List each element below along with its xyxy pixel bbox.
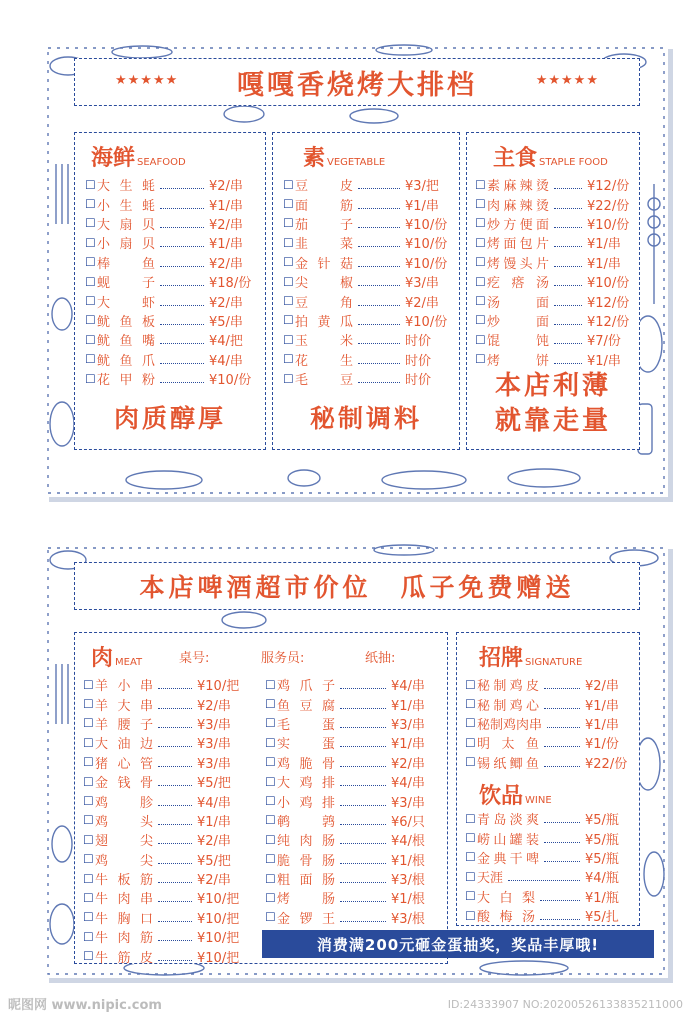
checkbox-icon[interactable]: ☐ <box>85 255 96 270</box>
star-rating-icon: ★★★★★ <box>535 73 599 88</box>
tissue-field[interactable]: 纸抽: <box>365 651 396 666</box>
slogan: 肉质醇厚 <box>113 404 226 433</box>
promo-title: 本店啤酒超市价位 瓜子免费赠送 <box>139 573 575 602</box>
menu-item[interactable]: ☐ 酸梅汤 ¥5/扎 <box>465 908 619 926</box>
title-bar <box>74 562 640 610</box>
checkbox-icon[interactable]: ☐ <box>85 352 96 367</box>
section-heading: 主食 STAPLE FOOD <box>493 146 608 171</box>
menu-item[interactable]: ☐ 崂山罐装 ¥5/瓶 <box>465 831 619 848</box>
menu-item[interactable]: ☐ 猪心管 ¥3/串 <box>83 755 231 772</box>
checkbox-icon[interactable]: ☐ <box>265 832 276 847</box>
slogan: 本店利薄 就靠走量 <box>494 371 611 436</box>
menu-item[interactable]: ☐ 豆 角 ¥2/串 <box>283 294 439 311</box>
menu-item[interactable]: ☐ 花甲粉 ¥10/份 <box>85 371 252 389</box>
menu-item[interactable]: ☐ 拍黄瓜 ¥10/份 <box>283 313 448 330</box>
checkbox-icon[interactable]: ☐ <box>283 235 294 250</box>
signature-list <box>465 675 633 772</box>
checkbox-icon[interactable]: ☐ <box>475 216 486 231</box>
checkbox-icon[interactable]: ☐ <box>465 677 476 692</box>
menu-item[interactable]: ☐ 小鸡排 ¥3/串 <box>265 794 425 811</box>
menu-item[interactable]: ☐ 牛肉串 ¥10/把 <box>83 890 240 908</box>
checkbox-icon[interactable]: ☐ <box>265 871 276 886</box>
menu-item[interactable]: ☐ 脆骨肠 ¥1/根 <box>265 852 425 869</box>
table-number-field[interactable]: 桌号: <box>179 651 210 666</box>
checkbox-icon[interactable]: ☐ <box>85 313 96 328</box>
menu-item[interactable]: ☐ 金钱骨 ¥5/把 <box>83 774 231 792</box>
menu-item[interactable]: ☐ 鸡爪子 ¥4/串 <box>265 677 425 695</box>
checkbox-icon[interactable]: ☐ <box>283 177 294 192</box>
menu-item[interactable]: ☐ 鸡 头 ¥1/串 <box>83 813 231 830</box>
signature-drinks-panel <box>456 632 640 926</box>
checkbox-icon[interactable]: ☐ <box>85 294 96 309</box>
section-heading: 肉MEAT <box>91 646 143 671</box>
menu-item[interactable]: ☐ 粗面肠 ¥3/根 <box>265 871 425 889</box>
menu-item[interactable]: ☐ 鸡 胗 ¥4/串 <box>83 794 231 811</box>
menu-item[interactable]: ☐ 羊腰子 ¥3/串 <box>83 716 231 733</box>
checkbox-icon[interactable]: ☐ <box>475 274 486 289</box>
menu-item[interactable]: ☐ 烤馒头片 ¥1/串 <box>475 255 621 272</box>
menu-item[interactable]: ☐ 烤面包片 ¥1/串 <box>475 235 621 253</box>
menu-item[interactable]: ☐ 大扇贝 ¥2/串 <box>85 216 243 233</box>
menu-item[interactable]: ☐ 大油边 ¥3/串 <box>83 735 231 753</box>
menu-item[interactable]: ☐ 明太鱼 ¥1/份 <box>465 735 619 753</box>
checkbox-icon[interactable]: ☐ <box>475 294 486 309</box>
menu-item[interactable]: ☐ 鱿鱼爪 ¥4/串 <box>85 352 243 369</box>
checkbox-icon[interactable]: ☐ <box>283 371 294 386</box>
checkbox-icon[interactable]: ☐ <box>283 352 294 367</box>
drinks-list <box>465 809 633 925</box>
menu-item[interactable]: ☐ 肉麻辣烫 ¥22/份 <box>475 197 630 214</box>
menu-item[interactable]: ☐ 羊小串 ¥10/把 <box>83 677 240 695</box>
checkbox-icon[interactable]: ☐ <box>85 197 96 212</box>
menu-item[interactable]: ☐ 大白梨 ¥1/瓶 <box>465 889 619 906</box>
menu-item[interactable]: ☐ 尖 椒 ¥3/串 <box>283 274 439 292</box>
menu-item[interactable]: ☐ 金针菇 ¥10/份 <box>283 255 448 272</box>
checkbox-icon[interactable]: ☐ <box>465 811 476 826</box>
menu-item[interactable]: ☐ 炒方便面 ¥10/份 <box>475 216 630 233</box>
menu-item[interactable]: ☐ 牛筋皮 ¥10/把 <box>83 949 240 966</box>
checkbox-icon[interactable]: ☐ <box>85 274 96 289</box>
staple-food-panel <box>466 132 640 450</box>
menu-item[interactable]: ☐ 毛 豆 时价 <box>283 371 432 389</box>
menu-item[interactable]: ☐ 牛肉筋 ¥10/把 <box>83 929 240 947</box>
menu-item[interactable]: ☐ 蚬 子 ¥18/份 <box>85 274 252 292</box>
menu-item[interactable]: ☐ 花 生 时价 <box>283 352 432 369</box>
checkbox-icon[interactable]: ☐ <box>83 677 94 692</box>
menu-item[interactable]: ☐ 鱿鱼嘴 ¥4/把 <box>85 332 243 350</box>
title-bar <box>74 58 640 106</box>
staple-food-list <box>475 175 635 369</box>
checkbox-icon[interactable]: ☐ <box>283 274 294 289</box>
checkbox-icon[interactable]: ☐ <box>475 313 486 328</box>
checkbox-icon[interactable]: ☐ <box>465 869 476 884</box>
checkbox-icon[interactable]: ☐ <box>83 910 94 925</box>
checkbox-icon[interactable]: ☐ <box>475 235 486 250</box>
checkbox-icon[interactable]: ☐ <box>465 831 476 846</box>
checkbox-icon[interactable]: ☐ <box>475 255 486 270</box>
bbq-menu-card <box>44 544 668 978</box>
menu-item[interactable]: ☐ 鹌 鹑 ¥6/只 <box>265 813 425 830</box>
checkbox-icon[interactable]: ☐ <box>83 794 94 809</box>
checkbox-icon[interactable]: ☐ <box>465 716 476 731</box>
checkbox-icon[interactable]: ☐ <box>85 216 96 231</box>
checkbox-icon[interactable]: ☐ <box>83 735 94 750</box>
menu-item[interactable]: ☐ 大 虾 ¥2/串 <box>85 294 243 311</box>
section-heading: 海鲜 SEAFOOD <box>91 146 186 171</box>
checkbox-icon[interactable]: ☐ <box>83 697 94 712</box>
checkbox-icon[interactable]: ☐ <box>265 755 276 770</box>
menu-item[interactable]: ☐ 锡纸鲫鱼 ¥22/份 <box>465 755 628 772</box>
menu-item[interactable]: ☐ 秘制鸡肉串 ¥1/串 <box>465 716 619 733</box>
checkbox-icon[interactable]: ☐ <box>83 949 94 964</box>
checkbox-icon[interactable]: ☐ <box>265 794 276 809</box>
menu-item[interactable]: ☐ 鸡 尖 ¥5/把 <box>83 852 231 869</box>
checkbox-icon[interactable]: ☐ <box>83 852 94 867</box>
checkbox-icon[interactable]: ☐ <box>85 177 96 192</box>
vegetable-panel <box>272 132 460 450</box>
watermark-left: 昵图网 www.nipic.com <box>8 998 162 1013</box>
menu-item[interactable]: ☐ 大鸡排 ¥4/串 <box>265 774 425 792</box>
promotion-banner: 消费满200元砸金蛋抽奖，奖品丰厚哦! <box>262 930 654 958</box>
checkbox-icon[interactable]: ☐ <box>465 889 476 904</box>
checkbox-icon[interactable]: ☐ <box>265 910 276 925</box>
menu-item[interactable]: ☐ 烤 饼 ¥1/串 <box>475 352 621 369</box>
menu-item[interactable]: ☐ 翅 尖 ¥2/串 <box>83 832 231 850</box>
menu-item[interactable]: ☐ 素麻辣烫 ¥12/份 <box>475 177 630 195</box>
menu-item[interactable]: ☐ 鱿鱼板 ¥5/串 <box>85 313 243 330</box>
checkbox-icon[interactable]: ☐ <box>85 235 96 250</box>
menu-item[interactable]: ☐ 茄 子 ¥10/份 <box>283 216 448 233</box>
checkbox-icon[interactable]: ☐ <box>475 332 486 347</box>
menu-item[interactable]: ☐ 鸡脆骨 ¥2/串 <box>265 755 425 772</box>
menu-item[interactable]: ☐ 小生蚝 ¥1/串 <box>85 197 243 214</box>
watermark-right: ID:24333907 NO:20200526133835211000 <box>447 998 683 1011</box>
menu-item[interactable]: ☐ 疙瘩汤 ¥10/份 <box>475 274 630 292</box>
checkbox-icon[interactable]: ☐ <box>465 755 476 770</box>
checkbox-icon[interactable]: ☐ <box>83 774 94 789</box>
checkbox-icon[interactable]: ☐ <box>465 850 476 865</box>
star-rating-icon: ★★★★★ <box>115 73 179 88</box>
waiter-field[interactable]: 服务员: <box>261 651 305 666</box>
checkbox-icon[interactable]: ☐ <box>265 677 276 692</box>
checkbox-icon[interactable]: ☐ <box>83 871 94 886</box>
menu-item[interactable]: ☐ 秘制鸡心 ¥1/串 <box>465 697 619 714</box>
checkbox-icon[interactable]: ☐ <box>265 774 276 789</box>
menu-item[interactable]: ☐ 玉 米 时价 <box>283 332 432 350</box>
menu-item[interactable]: ☐ 纯肉肠 ¥4/根 <box>265 832 425 850</box>
checkbox-icon[interactable]: ☐ <box>83 716 94 731</box>
checkbox-icon[interactable]: ☐ <box>283 294 294 309</box>
checkbox-icon[interactable]: ☐ <box>83 755 94 770</box>
checkbox-icon[interactable]: ☐ <box>283 332 294 347</box>
checkbox-icon[interactable]: ☐ <box>83 890 94 905</box>
slogan: 秘制调料 <box>309 404 422 433</box>
menu-item[interactable]: ☐ 韭 菜 ¥10/份 <box>283 235 448 253</box>
checkbox-icon[interactable]: ☐ <box>465 735 476 750</box>
checkbox-icon[interactable]: ☐ <box>83 929 94 944</box>
menu-item[interactable]: ☐ 小扇贝 ¥1/串 <box>85 235 243 253</box>
checkbox-icon[interactable]: ☐ <box>465 908 476 923</box>
menu-item[interactable]: ☐ 牛板筋 ¥2/串 <box>83 871 231 889</box>
checkbox-icon[interactable]: ☐ <box>265 697 276 712</box>
checkbox-icon[interactable]: ☐ <box>465 697 476 712</box>
checkbox-icon[interactable]: ☐ <box>283 313 294 328</box>
menu-item[interactable]: ☐ 鱼豆腐 ¥1/串 <box>265 697 425 714</box>
menu-item[interactable]: ☐ 棒 鱼 ¥2/串 <box>85 255 243 272</box>
checkbox-icon[interactable]: ☐ <box>83 813 94 828</box>
menu-item[interactable]: ☐ 毛 蛋 ¥3/串 <box>265 716 425 733</box>
menu-item[interactable]: ☐ 炒 面 ¥12/份 <box>475 313 630 330</box>
checkbox-icon[interactable]: ☐ <box>283 255 294 270</box>
menu-item[interactable]: ☐ 大生蚝 ¥2/串 <box>85 177 243 195</box>
restaurant-title: 嘎嘎香烧烤大排档 <box>237 69 477 101</box>
meat-list-left <box>83 675 245 966</box>
checkbox-icon[interactable]: ☐ <box>265 813 276 828</box>
checkbox-icon[interactable]: ☐ <box>85 371 96 386</box>
section-heading: 招牌 SIGNATURE <box>479 646 583 671</box>
seafood-panel <box>74 132 266 450</box>
section-heading: 素VEGETABLE <box>303 146 386 171</box>
checkbox-icon[interactable]: ☐ <box>265 852 276 867</box>
menu-item[interactable]: ☐ 金典干啤 ¥5/瓶 <box>465 850 619 867</box>
menu-item[interactable]: ☐ 秘制鸡皮 ¥2/串 <box>465 677 619 695</box>
menu-item[interactable]: ☐ 馄 饨 ¥7/份 <box>475 332 621 350</box>
checkbox-icon[interactable]: ☐ <box>475 197 486 212</box>
menu-item[interactable]: ☐ 天涯 ¥4/瓶 <box>465 869 619 887</box>
checkbox-icon[interactable]: ☐ <box>475 177 486 192</box>
menu-item[interactable]: ☐ 实 蛋 ¥1/串 <box>265 735 425 753</box>
checkbox-icon[interactable]: ☐ <box>283 197 294 212</box>
bbq-menu-card <box>44 44 668 497</box>
checkbox-icon[interactable]: ☐ <box>283 216 294 231</box>
menu-item[interactable]: ☐ 羊大串 ¥2/串 <box>83 697 231 714</box>
checkbox-icon[interactable]: ☐ <box>265 735 276 750</box>
vegetable-list <box>283 175 453 388</box>
seafood-list <box>85 175 257 388</box>
checkbox-icon[interactable]: ☐ <box>265 716 276 731</box>
checkbox-icon[interactable]: ☐ <box>475 352 486 367</box>
menu-item[interactable]: ☐ 金锣王 ¥3/根 <box>265 910 425 927</box>
menu-item[interactable]: ☐ 烤 肠 ¥1/根 <box>265 890 425 908</box>
checkbox-icon[interactable]: ☐ <box>85 332 96 347</box>
menu-item[interactable]: ☐ 牛胸口 ¥10/把 <box>83 910 240 927</box>
meat-panel <box>74 632 448 964</box>
menu-item[interactable]: ☐ 豆 皮 ¥3/把 <box>283 177 439 195</box>
checkbox-icon[interactable]: ☐ <box>265 890 276 905</box>
checkbox-icon[interactable]: ☐ <box>83 832 94 847</box>
menu-item[interactable]: ☐ 青岛淡爽 ¥5/瓶 <box>465 811 619 829</box>
menu-item[interactable]: ☐ 面 筋 ¥1/串 <box>283 197 439 214</box>
menu-item[interactable]: ☐ 汤 面 ¥12/份 <box>475 294 630 311</box>
section-heading: 饮品 WINE <box>479 784 552 809</box>
meat-list-right <box>265 675 439 927</box>
